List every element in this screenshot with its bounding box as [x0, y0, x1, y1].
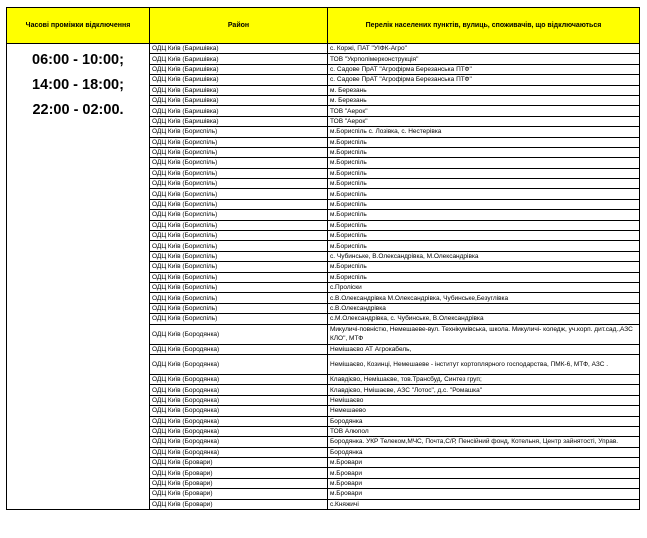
district-cell: ОДЦ Київ (Бородянка)	[150, 385, 328, 395]
time-periods-cell	[7, 44, 150, 510]
district-cell: ОДЦ Київ (Бориспіль)	[150, 189, 328, 199]
district-cell: ОДЦ Київ (Бородянка)	[150, 416, 328, 426]
district-cell: ОДЦ Київ (Бориспіль)	[150, 293, 328, 303]
district-cell: ОДЦ Київ (Бровари)	[150, 478, 328, 488]
district-cell: ОДЦ Київ (Бровари)	[150, 489, 328, 499]
district-cell: ОДЦ Київ (Бородянка)	[150, 324, 328, 344]
settlements-cell: Микуличі-повністю, Немешаеве-вул. Технікумівська, школа. Микуличі- коледж, уч.корп. дит.сад.,АЗС КЛО", МТФ	[328, 324, 640, 344]
settlements-cell: ТОВ "Аерок"	[328, 106, 640, 116]
settlements-cell: м.Бориспіль	[328, 189, 640, 199]
settlements-cell: м.Бориспіль	[328, 241, 640, 251]
district-cell: ОДЦ Київ (Бровари)	[150, 468, 328, 478]
settlements-cell: м.Бровари	[328, 489, 640, 499]
district-cell: ОДЦ Київ (Баришівка)	[150, 44, 328, 54]
settlements-cell: м.Бориспіль	[328, 158, 640, 168]
time-period: 14:00 - 18:00;	[32, 77, 124, 93]
settlements-cell: м. Березань	[328, 95, 640, 105]
settlements-cell: Клавдієво, Нмішаєве, АЗС "Лотос", д.с. "Ромашка"	[328, 385, 640, 395]
settlements-cell: м.Бориспіль	[328, 262, 640, 272]
settlements-cell: с.Проліски	[328, 282, 640, 292]
district-cell: ОДЦ Київ (Бородянка)	[150, 406, 328, 416]
settlements-cell: Немішаєво, Козинці, Немешаеве - інститут кортоплярного господарства, ПМК-6, МТФ, АЗС .	[328, 354, 640, 374]
settlements-cell: м.Бориспіль	[328, 137, 640, 147]
district-cell: ОДЦ Київ (Бориспіль)	[150, 282, 328, 292]
outage-schedule-table	[6, 7, 640, 510]
settlements-cell: м.Бровари	[328, 478, 640, 488]
settlements-cell: м.Бориспіль	[328, 199, 640, 209]
settlements-cell: м.Бориспіль	[328, 272, 640, 282]
district-cell: ОДЦ Київ (Баришівка)	[150, 95, 328, 105]
settlements-cell: м.Бориспіль	[328, 168, 640, 178]
district-cell: ОДЦ Київ (Бориспіль)	[150, 147, 328, 157]
settlements-cell: ТОВ "Аерок"	[328, 116, 640, 126]
table-body	[7, 44, 640, 510]
settlements-cell: м.Бориспіль с. Лозівка, с. Нестерівка	[328, 127, 640, 137]
district-cell: ОДЦ Київ (Бориспіль)	[150, 210, 328, 220]
district-cell: ОДЦ Київ (Бориспіль)	[150, 168, 328, 178]
time-period: 22:00 - 02:00.	[32, 102, 124, 118]
settlements-cell: с.В.Олександрівка	[328, 303, 640, 313]
district-cell: ОДЦ Київ (Бориспіль)	[150, 241, 328, 251]
settlements-cell: ТОВ Алюпол	[328, 426, 640, 436]
settlements-cell: с. Садове ПрАТ "Агрофірма Березанська ПТФ"	[328, 75, 640, 85]
district-cell: ОДЦ Київ (Бровари)	[150, 458, 328, 468]
district-cell: ОДЦ Київ (Бородянка)	[150, 354, 328, 374]
district-cell: ОДЦ Київ (Бородянка)	[150, 395, 328, 405]
settlements-cell: с. Чубинське, В.Олександрівка, М.Олександрівка	[328, 251, 640, 261]
district-cell: ОДЦ Київ (Бориспіль)	[150, 127, 328, 137]
header-time-periods: Часові проміжки відключення	[7, 8, 150, 44]
settlements-cell: Немешаево	[328, 406, 640, 416]
district-cell: ОДЦ Київ (Бориспіль)	[150, 272, 328, 282]
district-cell: ОДЦ Київ (Бориспіль)	[150, 231, 328, 241]
settlements-cell: м.Бориспіль	[328, 210, 640, 220]
district-cell: ОДЦ Київ (Бориспіль)	[150, 314, 328, 324]
settlements-cell: Бородянка. УКР Телеком,МЧС, Почта,С/Р, Пенсійний фонд, Котельня, Центр зайнятості, Управ.	[328, 437, 640, 447]
table-header-row	[7, 8, 640, 44]
time-period: 06:00 - 10:00;	[32, 52, 124, 68]
district-cell: ОДЦ Київ (Бориспіль)	[150, 158, 328, 168]
settlements-cell: м.Бориспіль	[328, 220, 640, 230]
district-cell: ОДЦ Київ (Бородянка)	[150, 437, 328, 447]
district-cell: ОДЦ Київ (Баришівка)	[150, 116, 328, 126]
district-cell: ОДЦ Київ (Бородянка)	[150, 374, 328, 384]
district-cell: ОДЦ Київ (Бориспіль)	[150, 262, 328, 272]
settlements-cell: Немішаєво	[328, 395, 640, 405]
settlements-cell: с. Садове ПрАТ "Агрофірма Березанська ПТФ"	[328, 64, 640, 74]
district-cell: ОДЦ Київ (Баришівка)	[150, 54, 328, 64]
table-row	[7, 44, 640, 54]
district-cell: ОДЦ Київ (Баришівка)	[150, 75, 328, 85]
district-cell: ОДЦ Київ (Бородянка)	[150, 447, 328, 457]
settlements-cell: Немішаєво АТ Агрокабель,	[328, 344, 640, 354]
district-cell: ОДЦ Київ (Бровари)	[150, 499, 328, 509]
settlements-cell: с.М.Олександрівка, с. Чубинське, В.Олександрівка	[328, 314, 640, 324]
settlements-cell: м. Березань	[328, 85, 640, 95]
settlements-cell: с. Коржі, ПАТ "УІФК-Агро"	[328, 44, 640, 54]
district-cell: ОДЦ Київ (Баришівка)	[150, 64, 328, 74]
settlements-cell: м.Бровари	[328, 468, 640, 478]
settlements-cell: Клавдієво, Немішаєве, тов.Трансбуд, Синтез груп;	[328, 374, 640, 384]
district-cell: ОДЦ Київ (Бориспіль)	[150, 220, 328, 230]
header-district: Район	[150, 8, 328, 44]
settlements-cell: с.Княжичі	[328, 499, 640, 509]
district-cell: ОДЦ Київ (Бориспіль)	[150, 179, 328, 189]
district-cell: ОДЦ Київ (Бородянка)	[150, 344, 328, 354]
settlements-cell: ТОВ "Укрполімерконструкція"	[328, 54, 640, 64]
district-cell: ОДЦ Київ (Баришівка)	[150, 85, 328, 95]
district-cell: ОДЦ Київ (Баришівка)	[150, 106, 328, 116]
district-cell: ОДЦ Київ (Бориспіль)	[150, 251, 328, 261]
settlements-cell: м.Бровари	[328, 458, 640, 468]
district-cell: ОДЦ Київ (Бориспіль)	[150, 199, 328, 209]
district-cell: ОДЦ Київ (Бориспіль)	[150, 303, 328, 313]
header-settlements-list: Перелік населених пунктів, вулиць, споживачів, що відключаються	[328, 8, 640, 44]
settlements-cell: м.Бориспіль	[328, 231, 640, 241]
settlements-cell: м.Бориспіль	[328, 147, 640, 157]
settlements-cell: Бородянка	[328, 416, 640, 426]
settlements-cell: м.Бориспіль	[328, 179, 640, 189]
district-cell: ОДЦ Київ (Бориспіль)	[150, 137, 328, 147]
district-cell: ОДЦ Київ (Бородянка)	[150, 426, 328, 436]
settlements-cell: Бородянка	[328, 447, 640, 457]
settlements-cell: с.В.Олександрівка М.Олександрівка, Чубинське,Безуглівка	[328, 293, 640, 303]
